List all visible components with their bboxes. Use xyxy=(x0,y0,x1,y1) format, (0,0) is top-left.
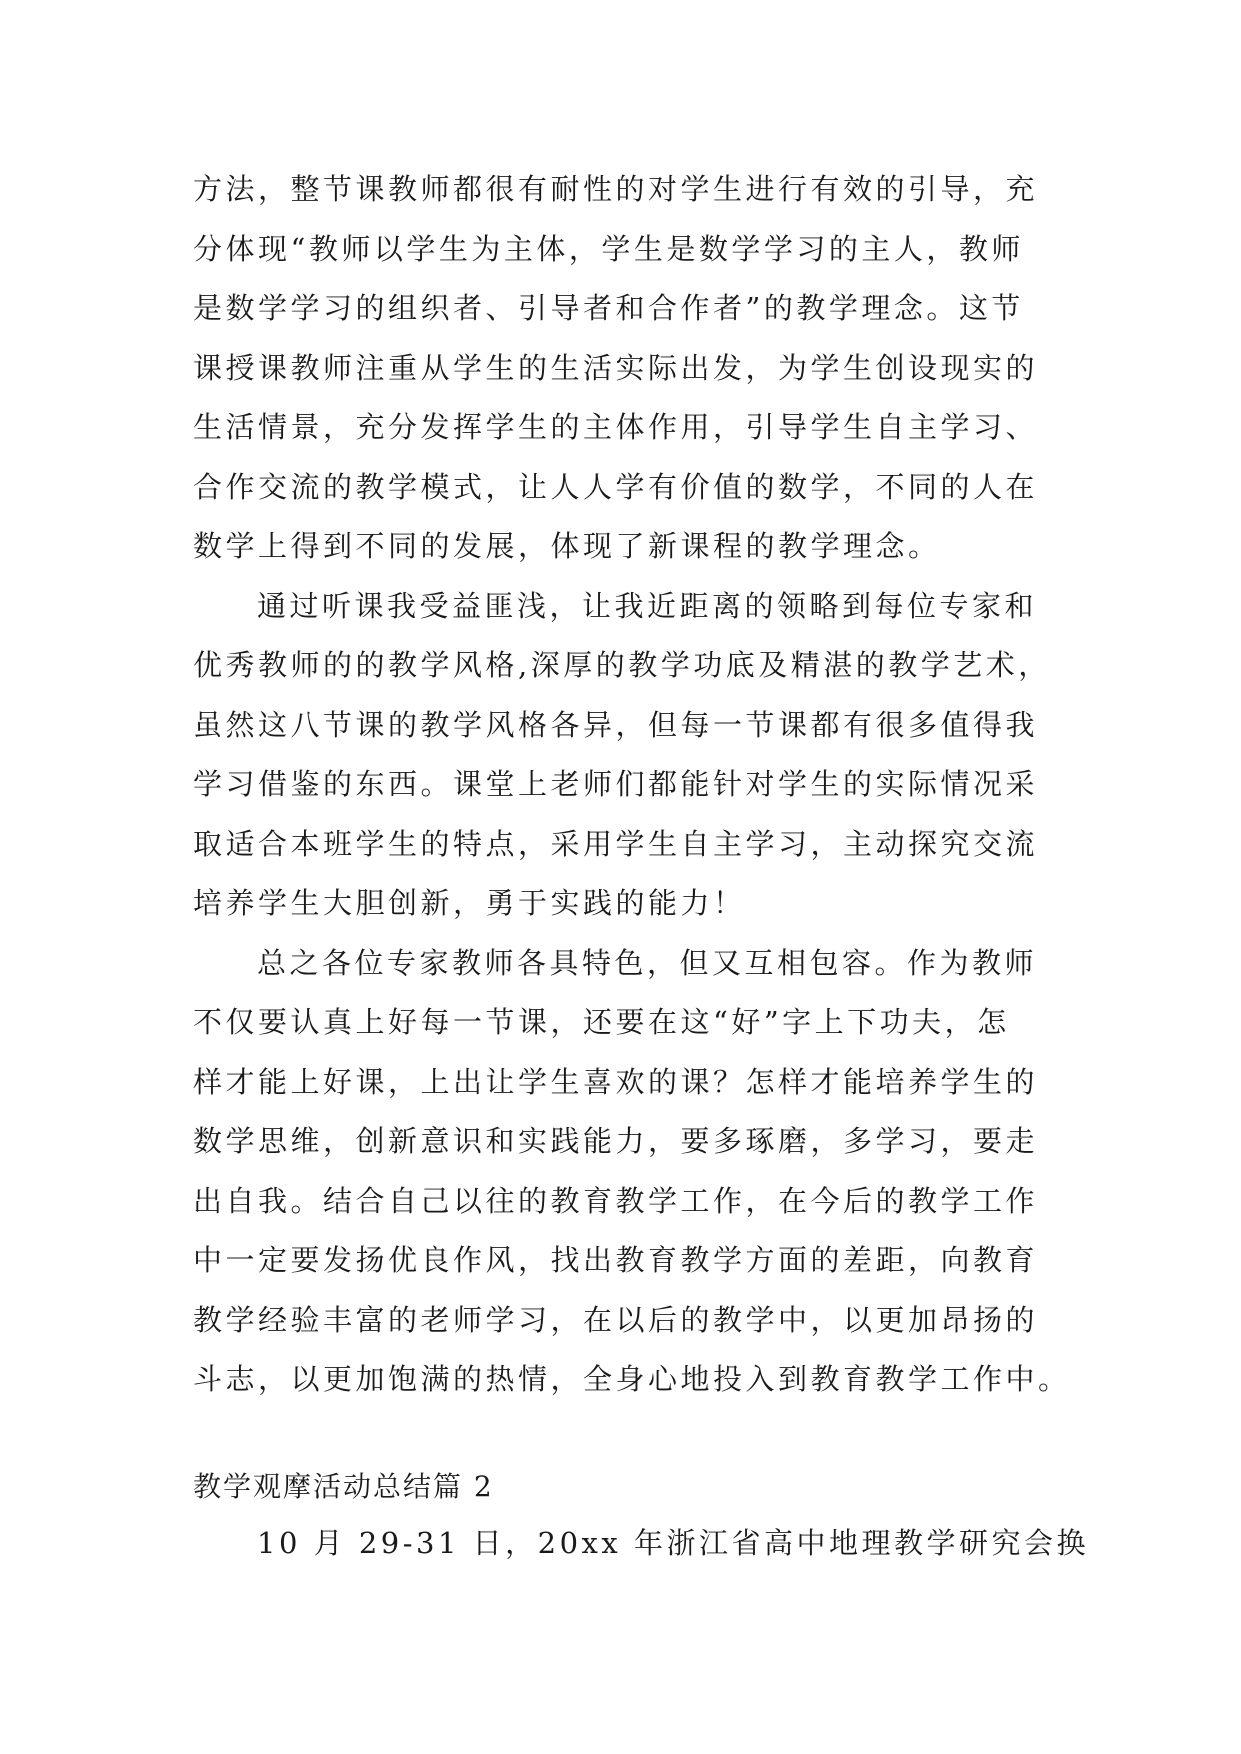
body-text xyxy=(193,160,1073,1410)
text-line: 是数学学习的组织者、引导者和合作者”的教学理念。这节 xyxy=(193,291,1024,325)
text-line: 总之各位专家教师各具特色，但又互相包容。作为教师 xyxy=(257,945,1038,980)
text-line: 10 月 29-31 日，20xx 年浙江省高中地理教学研究会换 xyxy=(257,1526,1089,1560)
text-line: 数学上得到不同的发展，体现了新课程的教学理念。 xyxy=(193,529,941,563)
text-line: 数学思维，创新意识和实践能力，要多琢磨，多学习，要走 xyxy=(193,1124,1039,1158)
text-line: 课授课教师注重从学生的生活实际出发，为学生创设现实的 xyxy=(193,350,1039,385)
text-line: 中一定要发扬优良作风，找出教育教学方面的差距，向教育 xyxy=(193,1243,1039,1277)
text-line: 样才能上好课，上出让学生喜欢的课？怎样才能培养学生的 xyxy=(193,1064,1039,1099)
section-heading: 教学观摩活动总结篇 2 xyxy=(193,1470,494,1503)
text-line: 教学经验丰富的老师学习，在以后的教学中，以更加昂扬的 xyxy=(193,1302,1039,1337)
text-line: 分体现“教师以学生为主体，学生是数学学习的主人，教师 xyxy=(193,231,1024,266)
text-line: 生活情景，充分发挥学生的主体作用，引导学生自主学习、 xyxy=(193,410,1039,444)
text-line: 虽然这八节课的教学风格各异，但每一节课都有很多值得我 xyxy=(193,707,1039,742)
text-line: 出自我。结合自己以往的教育教学工作，在今后的教学工作 xyxy=(193,1183,1039,1218)
text-line: 学习借鉴的东西。课堂上老师们都能针对学生的实际情况采 xyxy=(193,767,1039,801)
next-paragraph xyxy=(193,1514,1089,1574)
text-line: 合作交流的教学模式，让人人学有价值的数学，不同的人在 xyxy=(193,469,1039,504)
text-line: 通过听课我受益匪浅，让我近距离的领略到每位专家和 xyxy=(257,588,1038,623)
text-line: 取适合本班学生的特点，采用学生自主学习，主动探究交流 xyxy=(193,826,1039,861)
text-line: 优秀教师的的教学风格,深厚的教学功底及精湛的教学艺术， xyxy=(193,648,1051,682)
text-line: 不仅要认真上好每一节课，还要在这“好”字上下功夫，怎 xyxy=(193,1005,1010,1039)
text-line: 培养学生大胆创新，勇于实践的能力！ xyxy=(193,886,746,920)
text-line: 斗志，以更加饱满的热情，全身心地投入到教育教学工作中。 xyxy=(193,1362,1071,1396)
text-line: 方法，整节课教师都很有耐性的对学生进行有效的引导，充 xyxy=(193,172,1039,206)
